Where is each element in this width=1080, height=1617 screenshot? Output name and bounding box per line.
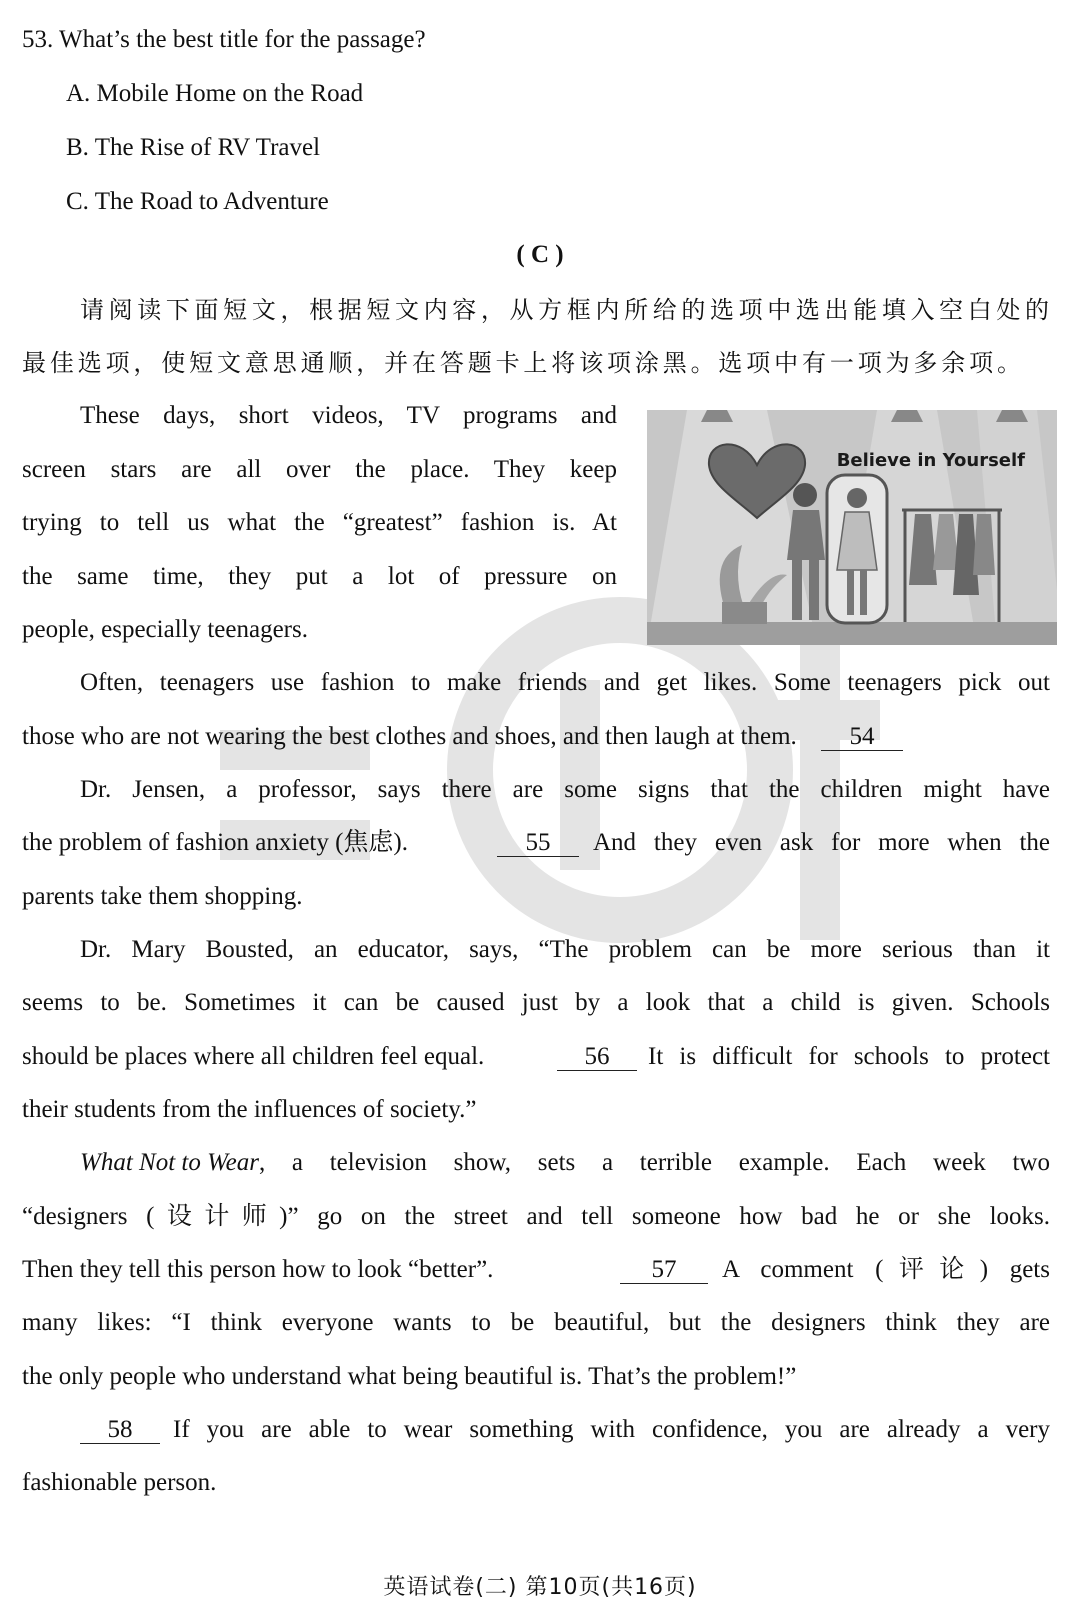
illustration [647,410,1057,645]
illustration-caption: Believe in Yourself [836,450,1025,471]
p1-line-4: the same time, they put a lot of pressure on [22,563,617,590]
p3-line-2a: the problem of fashion anxiety (焦虑). [22,829,409,856]
blank-55[interactable]: 55 [497,830,579,857]
p4-line-2: seems to be. Sometimes it can be caused just by a look that a child is given. Schools [22,989,1050,1016]
p5-line-2: “designers (设计师)” go on the street and tell someone how bad he or she looks. [22,1203,1050,1230]
p5-line-1 [80,1145,1050,1181]
p4-line-3a: should be places where all children feel equal. [22,1043,485,1070]
question-53-option-a: A. Mobile Home on the Road [66,80,364,107]
question-53-option-b: B. The Rise of RV Travel [66,134,321,161]
blank-54[interactable]: 54 [821,724,903,751]
blank-56[interactable]: 56 [557,1044,637,1071]
p3-line-2b: And they even ask for more when the [593,829,1050,856]
p5-line-5: the only people who understand what being beautiful is. That’s the problem!” [22,1363,797,1390]
instruction-line-1: 请阅读下面短文，根据短文内容，从方框内所给的选项中选出能填入空白处的 [80,296,1050,324]
question-53-prompt: 53. What’s the best title for the passage? [22,26,426,53]
p4-line-4: their students from the influences of society.” [22,1096,477,1123]
p1-line-5: people, especially teenagers. [22,616,308,643]
illustration-art [647,410,1057,645]
p4-line-1: Dr. Mary Bousted, an educator, says, “The problem can be more serious than it [80,936,1050,963]
p2-line-1: Often, teenagers use fashion to make friends and get likes. Some teenagers pick out [80,669,1050,696]
p6-line-2: fashionable person. [22,1469,217,1496]
p6-line-1-blank-wrap [80,1412,160,1448]
show-title: What Not to Wear [80,1149,259,1176]
p1-line-2: screen stars are all over the place. They keep [22,456,617,483]
section-heading: ( C ) [516,241,564,268]
p3-line-1: Dr. Jensen, a professor, says there are some signs that the children might have [80,776,1050,803]
p5-line-3b: A comment (评论) gets [722,1256,1050,1283]
p5-line-3-blank-wrap [620,1252,708,1288]
blank-57[interactable]: 57 [620,1257,708,1284]
p5-line-3a: Then they tell this person how to look “better”. [22,1256,494,1283]
instruction-line-2: 最佳选项，使短文意思通顺，并在答题卡上将该项涂黑。选项中有一项为多余项。 [22,349,1022,377]
p1-line-3: trying to tell us what the “greatest” fashion is. At [22,509,617,536]
page-footer: 英语试卷(二) 第10页(共16页) [383,1575,697,1600]
blank-58[interactable]: 58 [80,1417,160,1444]
question-53-option-c: C. The Road to Adventure [66,188,329,215]
p3-line-2-blank-wrap [497,825,579,861]
p1-line-1: These days, short videos, TV programs and [80,402,617,429]
p2-line-2 [22,719,903,755]
p5-line-1-rest: , a television show, sets a terrible example. Each week two [258,1149,1050,1176]
p6-line-1: If you are able to wear something with confidence, you are already a very [173,1416,1050,1443]
p4-line-3-blank-wrap [557,1039,637,1075]
p5-line-4: many likes: “I think everyone wants to be beautiful, but the designers think they are [22,1309,1050,1336]
p3-line-3: parents take them shopping. [22,883,303,910]
p4-line-3b: It is difficult for schools to protect [648,1043,1050,1070]
p2-line-2-text: those who are not wearing the best clothes and shoes, and then laugh at them. [22,723,797,750]
